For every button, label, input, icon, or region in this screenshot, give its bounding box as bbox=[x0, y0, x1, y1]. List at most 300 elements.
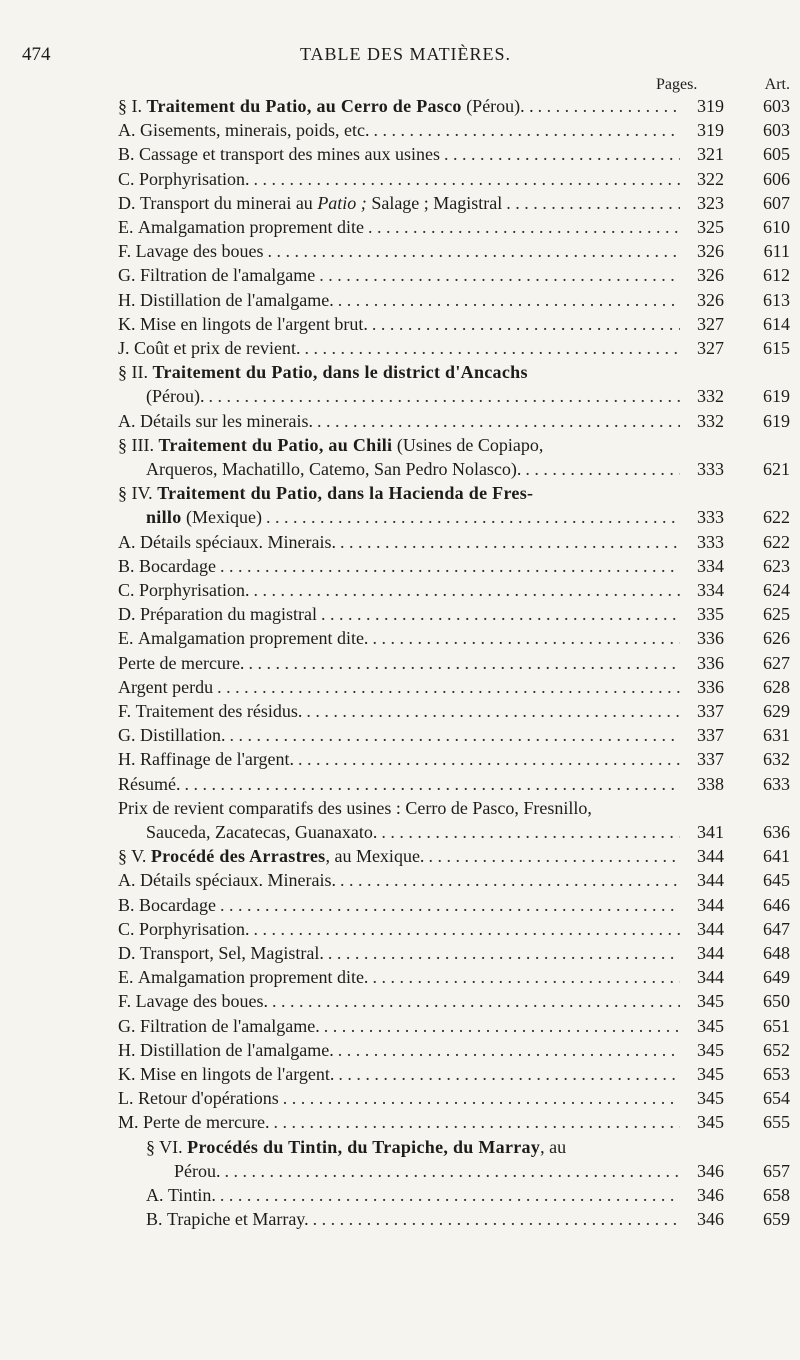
article-ref: 629 bbox=[763, 701, 790, 721]
article-ref: 628 bbox=[763, 676, 790, 697]
page-ref: 344 bbox=[697, 943, 724, 963]
entry-lead: H. bbox=[118, 1039, 140, 1060]
dot-leader bbox=[254, 167, 680, 191]
entry-lead: § III. bbox=[118, 434, 159, 455]
toc-entry-line bbox=[118, 699, 790, 723]
section-title: Procédé des Arrastres bbox=[150, 846, 326, 867]
section-title: Traitement du Patio, au Chili bbox=[158, 434, 393, 455]
toc-entry bbox=[118, 288, 790, 312]
toc-entry-line bbox=[118, 167, 790, 191]
entry-lead: § V. bbox=[118, 846, 151, 867]
article-ref: 621 bbox=[763, 458, 790, 479]
page-ref: 341 bbox=[697, 821, 724, 842]
entry-text: Distillation de l'amalgame. bbox=[140, 289, 334, 310]
toc-entry-line bbox=[118, 602, 790, 626]
toc-entry-line bbox=[118, 723, 790, 747]
entry-label bbox=[138, 965, 368, 989]
entry-label bbox=[140, 1062, 334, 1086]
entry-italic: Patio ; bbox=[317, 192, 367, 213]
entry-lead: E. bbox=[118, 967, 138, 988]
toc-entry bbox=[118, 651, 790, 675]
toc-entry bbox=[118, 1110, 790, 1134]
article-ref: 614 bbox=[763, 313, 790, 334]
entry-text: Perte de mercure. bbox=[143, 1112, 270, 1133]
toc-entry bbox=[146, 1135, 790, 1183]
toc-entry-line bbox=[118, 1014, 790, 1038]
article-ref: 603 bbox=[763, 120, 790, 141]
toc-entry bbox=[118, 868, 790, 892]
entry-label bbox=[147, 94, 534, 118]
entry-text: Préparation du magistral bbox=[140, 604, 317, 625]
entry-text: Distillation de l'amalgame. bbox=[140, 1039, 334, 1060]
toc-entry bbox=[118, 844, 790, 868]
toc-entry-line bbox=[118, 336, 790, 360]
entry-label bbox=[143, 1110, 269, 1134]
entry-lead: § I. bbox=[118, 96, 147, 116]
dot-leader bbox=[254, 917, 680, 941]
entry-continuation bbox=[146, 820, 377, 844]
dot-leader bbox=[368, 215, 680, 239]
article-ref: 652 bbox=[763, 1039, 790, 1060]
article-ref: 632 bbox=[763, 749, 790, 770]
toc-entry-line bbox=[118, 989, 790, 1013]
entry-label bbox=[136, 239, 264, 263]
entry-text: Lavage des boues bbox=[135, 241, 264, 262]
entry-text: Cassage et transport des mines aux usines bbox=[139, 144, 440, 165]
toc-entry-line bbox=[118, 844, 790, 868]
dot-leader bbox=[254, 578, 680, 602]
page-ref: 319 bbox=[697, 120, 724, 141]
entry-label bbox=[140, 409, 313, 433]
page-ref: 337 bbox=[697, 725, 724, 746]
toc-entry bbox=[118, 578, 790, 602]
toc-entry-line bbox=[118, 917, 790, 941]
dot-leader bbox=[373, 118, 680, 142]
page-ref: 321 bbox=[697, 144, 724, 165]
toc-entry-line bbox=[118, 263, 790, 287]
dot-leader bbox=[317, 409, 680, 433]
toc-entry bbox=[146, 1183, 790, 1207]
entry-label bbox=[153, 360, 528, 384]
page-ref: 332 bbox=[697, 410, 724, 431]
entry-label bbox=[134, 336, 300, 360]
entry-label bbox=[187, 1135, 566, 1159]
entry-rest: Salage ; Magistral bbox=[366, 192, 503, 213]
entry-rest: (Pérou). . bbox=[461, 96, 534, 116]
entry-label bbox=[157, 481, 533, 505]
entry-text: Bocardage bbox=[139, 894, 216, 915]
entry-text: Retour d'opérations bbox=[138, 1088, 279, 1109]
entry-continuation bbox=[146, 384, 204, 408]
page-ref: 325 bbox=[697, 217, 724, 237]
entry-label bbox=[139, 893, 216, 917]
article-ref: 611 bbox=[763, 241, 790, 262]
page-ref: 338 bbox=[697, 773, 724, 794]
entry-label bbox=[151, 844, 425, 868]
entry-text: Filtration de l'amalgame bbox=[140, 265, 316, 286]
entry-lead: § VI. bbox=[146, 1136, 188, 1157]
dot-leader bbox=[266, 505, 680, 529]
entry-label bbox=[138, 626, 368, 650]
toc-entry-line bbox=[118, 191, 790, 215]
page-ref: 319 bbox=[697, 96, 724, 116]
dot-leader bbox=[381, 820, 680, 844]
dot-leader bbox=[321, 602, 680, 626]
entry-lead: C. bbox=[118, 168, 140, 189]
entry-lead: B. bbox=[118, 555, 140, 576]
toc-entry bbox=[118, 796, 790, 844]
entry-text: Filtration de l'amalgame. bbox=[140, 1015, 320, 1036]
toc-entry bbox=[118, 1086, 790, 1110]
entry-rest: (Usines de Copiapo, bbox=[392, 434, 544, 455]
entry-label bbox=[158, 433, 543, 457]
dot-leader bbox=[313, 1207, 680, 1231]
entry-label bbox=[140, 191, 502, 215]
section-title: Traitement du Patio, au Cerro de Pasco bbox=[146, 96, 462, 116]
dot-leader bbox=[372, 626, 680, 650]
toc-entry-line bbox=[118, 457, 790, 481]
entry-lead: L. bbox=[118, 1088, 138, 1109]
toc-entry-line bbox=[118, 94, 790, 118]
page-ref: 344 bbox=[697, 967, 724, 988]
toc-entry-line bbox=[118, 1062, 790, 1086]
entry-label bbox=[139, 917, 250, 941]
toc-entry-line bbox=[118, 239, 790, 263]
page-number: 474 bbox=[22, 44, 51, 65]
entry-lead: E. bbox=[118, 628, 138, 649]
entry-label bbox=[118, 651, 244, 675]
dot-leader bbox=[248, 651, 680, 675]
article-ref: 648 bbox=[763, 943, 790, 963]
toc-entry-line bbox=[118, 651, 790, 675]
continuation-text: Pérou. bbox=[174, 1160, 221, 1181]
toc-entry-line bbox=[118, 1038, 790, 1062]
article-ref: 645 bbox=[763, 870, 790, 891]
entry-text: Trapiche et Marray. bbox=[167, 1209, 309, 1230]
entry-lead: D. bbox=[118, 604, 140, 625]
page-ref: 336 bbox=[697, 652, 724, 673]
continuation-text: (Mexique) bbox=[181, 507, 262, 528]
entry-lead: G. bbox=[118, 725, 140, 746]
toc-entry bbox=[118, 167, 790, 191]
entry-label bbox=[140, 263, 315, 287]
entry-text: Coût et prix de revient. bbox=[134, 338, 301, 358]
entry-lead: § II. bbox=[118, 362, 153, 383]
toc-entry-line bbox=[118, 433, 790, 457]
entry-label bbox=[140, 868, 336, 892]
toc-entry bbox=[118, 239, 790, 263]
toc-entry-line bbox=[146, 1207, 790, 1231]
dot-leader bbox=[208, 384, 680, 408]
article-ref: 615 bbox=[763, 338, 790, 358]
page-ref: 333 bbox=[697, 507, 724, 528]
toc-entry-line bbox=[118, 288, 790, 312]
entry-rest: , au bbox=[540, 1136, 567, 1157]
toc-entry bbox=[118, 312, 790, 336]
toc-entry bbox=[118, 336, 790, 360]
toc-entry bbox=[146, 1207, 790, 1231]
page-ref: 344 bbox=[697, 918, 724, 939]
section-title: Traitement du Patio, dans le district d'Ancachs bbox=[152, 362, 528, 383]
entry-lead: A. bbox=[118, 120, 140, 141]
entry-text: Raffinage de l'argent. bbox=[140, 749, 295, 770]
entry-lead: F. bbox=[118, 991, 136, 1012]
article-ref: 625 bbox=[763, 604, 790, 625]
article-ref: 633 bbox=[763, 773, 790, 794]
entry-label bbox=[138, 1086, 279, 1110]
toc-entry bbox=[118, 602, 790, 626]
entry-text: Mise en lingots de l'argent. bbox=[140, 1064, 335, 1084]
entry-lead: B. bbox=[146, 1209, 168, 1230]
dot-leader bbox=[324, 1014, 680, 1038]
entry-lead: A. bbox=[118, 410, 140, 431]
entry-text: Amalgamation proprement dite. bbox=[138, 628, 369, 649]
entry-text: Amalgamation proprement dite. bbox=[138, 967, 369, 988]
entry-label bbox=[140, 941, 324, 965]
page-ref: 345 bbox=[697, 1088, 724, 1109]
entry-lead: E. bbox=[118, 217, 138, 237]
entry-lead: K. bbox=[118, 1064, 140, 1084]
dot-leader bbox=[538, 94, 680, 118]
dot-leader bbox=[220, 1183, 680, 1207]
toc-entry bbox=[118, 433, 790, 481]
toc-entry-line bbox=[118, 747, 790, 771]
entry-label bbox=[139, 578, 250, 602]
entry-label bbox=[138, 215, 364, 239]
article-ref: 641 bbox=[763, 846, 790, 867]
page-ref: 344 bbox=[697, 846, 724, 867]
entry-text: Lavage des boues. bbox=[135, 991, 269, 1012]
page-ref: 335 bbox=[697, 604, 724, 625]
article-ref: 622 bbox=[763, 507, 790, 528]
continuation-text: Sauceda, Zacatecas, Guanaxato. bbox=[146, 821, 378, 842]
entry-label bbox=[140, 723, 226, 747]
page-ref: 326 bbox=[697, 241, 724, 262]
entry-lead: M. bbox=[118, 1112, 144, 1133]
dot-leader bbox=[340, 868, 680, 892]
toc-entry-line bbox=[118, 820, 790, 844]
page-ref: 327 bbox=[697, 338, 724, 358]
article-ref: 647 bbox=[763, 918, 790, 939]
article-ref: 654 bbox=[763, 1088, 790, 1109]
dot-leader bbox=[185, 772, 681, 796]
article-ref: 636 bbox=[763, 821, 790, 842]
article-ref: 606 bbox=[763, 168, 790, 189]
page-ref: 334 bbox=[697, 580, 724, 600]
article-ref: 605 bbox=[763, 144, 790, 165]
toc-entry-line bbox=[146, 1135, 790, 1159]
entry-text: Porphyrisation. bbox=[139, 580, 250, 600]
article-ref: 657 bbox=[763, 1160, 790, 1181]
entry-lead: D. bbox=[118, 192, 140, 213]
dot-leader bbox=[273, 1110, 680, 1134]
section-title-cont: nillo bbox=[146, 507, 182, 528]
entry-lead: A. bbox=[146, 1185, 168, 1205]
toc-entry bbox=[118, 965, 790, 989]
page-ref: 346 bbox=[697, 1160, 724, 1181]
article-ref: 649 bbox=[763, 967, 790, 988]
dot-leader bbox=[217, 675, 680, 699]
toc-entry-line bbox=[118, 142, 790, 166]
toc-entry bbox=[118, 360, 790, 408]
page-ref: 346 bbox=[697, 1185, 724, 1205]
page-ref: 336 bbox=[697, 628, 724, 649]
article-ref: 655 bbox=[763, 1112, 790, 1133]
toc-entry-line bbox=[118, 409, 790, 433]
page-ref: 344 bbox=[697, 894, 724, 915]
page-ref: 333 bbox=[697, 531, 724, 552]
entry-lead: A. bbox=[118, 870, 140, 891]
entry-text: Tintin. bbox=[168, 1185, 216, 1205]
dot-leader bbox=[298, 747, 680, 771]
dot-leader bbox=[272, 989, 680, 1013]
entry-label bbox=[140, 602, 317, 626]
entry-label bbox=[136, 989, 268, 1013]
entry-label bbox=[140, 747, 294, 771]
page-ref: 322 bbox=[697, 168, 724, 189]
entry-lead: G. bbox=[118, 265, 140, 286]
toc-entry bbox=[118, 893, 790, 917]
dot-leader bbox=[340, 530, 680, 554]
page-ref: 345 bbox=[697, 991, 724, 1012]
page-ref: 332 bbox=[697, 386, 724, 407]
page-ref: 337 bbox=[697, 749, 724, 770]
entry-text: Bocardage bbox=[139, 555, 216, 576]
page-ref: 346 bbox=[697, 1209, 724, 1230]
toc-entry-line bbox=[118, 530, 790, 554]
entry-lead: B. bbox=[118, 894, 140, 915]
toc-entry bbox=[118, 94, 790, 118]
entry-text: Amalgamation proprement dite bbox=[138, 217, 364, 237]
toc-entry bbox=[118, 1038, 790, 1062]
entry-text: Transport, Sel, Magistral. bbox=[140, 943, 324, 963]
toc-entry bbox=[118, 626, 790, 650]
entry-text: Porphyrisation. bbox=[139, 918, 250, 939]
entry-label bbox=[118, 796, 592, 820]
entry-text: Porphyrisation. bbox=[139, 168, 250, 189]
entry-label bbox=[139, 554, 216, 578]
entry-label bbox=[136, 699, 303, 723]
entry-lead: C. bbox=[118, 580, 140, 600]
page-ref: 345 bbox=[697, 1112, 724, 1133]
entry-lead: F. bbox=[118, 701, 136, 721]
entry-text: Perte de mercure. bbox=[118, 652, 245, 673]
toc-entry-line bbox=[118, 965, 790, 989]
entry-text: Mise en lingots de l'argent brut. bbox=[140, 313, 368, 334]
toc-entry bbox=[118, 530, 790, 554]
article-ref: 610 bbox=[763, 217, 790, 237]
entry-continuation bbox=[146, 457, 521, 481]
article-ref: 619 bbox=[763, 386, 790, 407]
dot-leader bbox=[338, 1038, 680, 1062]
article-ref: 631 bbox=[763, 725, 790, 746]
toc-entry-line bbox=[118, 796, 790, 820]
toc-entry-line bbox=[118, 893, 790, 917]
article-ref: 624 bbox=[763, 580, 790, 600]
entry-text: Résumé. bbox=[118, 773, 181, 794]
toc-entry-line bbox=[118, 360, 790, 384]
toc-entry bbox=[118, 917, 790, 941]
toc-entry-line bbox=[118, 312, 790, 336]
article-ref: 646 bbox=[763, 894, 790, 915]
article-ref: 612 bbox=[763, 265, 790, 286]
section-title: Traitement du Patio, dans la Hacienda de Fres- bbox=[157, 483, 534, 504]
toc-entry-line bbox=[118, 1110, 790, 1134]
entry-label bbox=[140, 312, 368, 336]
page-ref: 326 bbox=[697, 265, 724, 286]
article-ref: 650 bbox=[763, 991, 790, 1012]
entry-lead: C. bbox=[118, 918, 140, 939]
toc-entry-line bbox=[118, 118, 790, 142]
entry-lead: § IV. bbox=[118, 483, 158, 504]
entry-lead: F. bbox=[118, 241, 136, 262]
entry-label bbox=[118, 675, 213, 699]
dot-leader bbox=[220, 893, 680, 917]
entry-rest: , au Mexique. bbox=[325, 846, 425, 867]
dot-leader bbox=[372, 312, 680, 336]
article-ref: 603 bbox=[763, 96, 790, 116]
page-ref: 345 bbox=[697, 1015, 724, 1036]
toc-entry-line bbox=[118, 554, 790, 578]
dot-leader bbox=[338, 288, 680, 312]
page-ref: 345 bbox=[697, 1064, 724, 1084]
running-title: TABLE DES MATIÈRES. bbox=[300, 44, 512, 64]
article-ref: 651 bbox=[763, 1015, 790, 1036]
toc-entry bbox=[118, 191, 790, 215]
toc-entry bbox=[118, 481, 790, 529]
dot-leader bbox=[525, 457, 680, 481]
page-ref: 327 bbox=[697, 313, 724, 334]
toc-entry-line bbox=[118, 941, 790, 965]
page-ref: 344 bbox=[697, 870, 724, 891]
dot-leader bbox=[225, 1159, 681, 1183]
toc-entry bbox=[118, 118, 790, 142]
article-ref: 658 bbox=[763, 1185, 790, 1205]
entry-lead: J. bbox=[118, 338, 135, 358]
entry-text: Détails spéciaux. Minerais. bbox=[140, 531, 336, 552]
toc-entry bbox=[118, 699, 790, 723]
article-ref: 627 bbox=[763, 652, 790, 673]
pages-column-header: Pages. bbox=[656, 76, 698, 93]
toc-entry bbox=[118, 723, 790, 747]
dot-leader bbox=[230, 723, 681, 747]
entry-label bbox=[139, 167, 250, 191]
toc-entry-line bbox=[146, 1183, 790, 1207]
entry-label bbox=[167, 1207, 309, 1231]
entry-lead: K. bbox=[118, 313, 140, 334]
article-ref: 626 bbox=[763, 628, 790, 649]
toc-entry bbox=[118, 1062, 790, 1086]
entry-text: Traitement des résidus. bbox=[135, 701, 303, 721]
entry-label bbox=[140, 288, 334, 312]
page-ref: 323 bbox=[697, 192, 724, 213]
entry-text: Transport du minerai au bbox=[140, 192, 318, 213]
article-ref: 613 bbox=[763, 289, 790, 310]
toc-entry bbox=[118, 554, 790, 578]
toc-entry bbox=[118, 263, 790, 287]
entry-label bbox=[140, 1038, 334, 1062]
page-ref: 337 bbox=[697, 701, 724, 721]
toc-entry-line bbox=[118, 675, 790, 699]
continuation-text: Arqueros, Machatillo, Catemo, San Pedro Nolasco). bbox=[146, 458, 522, 479]
entry-label bbox=[140, 118, 369, 142]
page-ref: 334 bbox=[697, 555, 724, 576]
entry-label bbox=[139, 142, 440, 166]
entry-text: Gisements, minerais, poids, etc. bbox=[140, 120, 370, 141]
toc-entry bbox=[118, 772, 790, 796]
entry-continuation bbox=[174, 1159, 221, 1183]
entry-text: Prix de revient comparatifs des usines : Cerro de Pasco, Fresnillo, bbox=[118, 797, 592, 818]
